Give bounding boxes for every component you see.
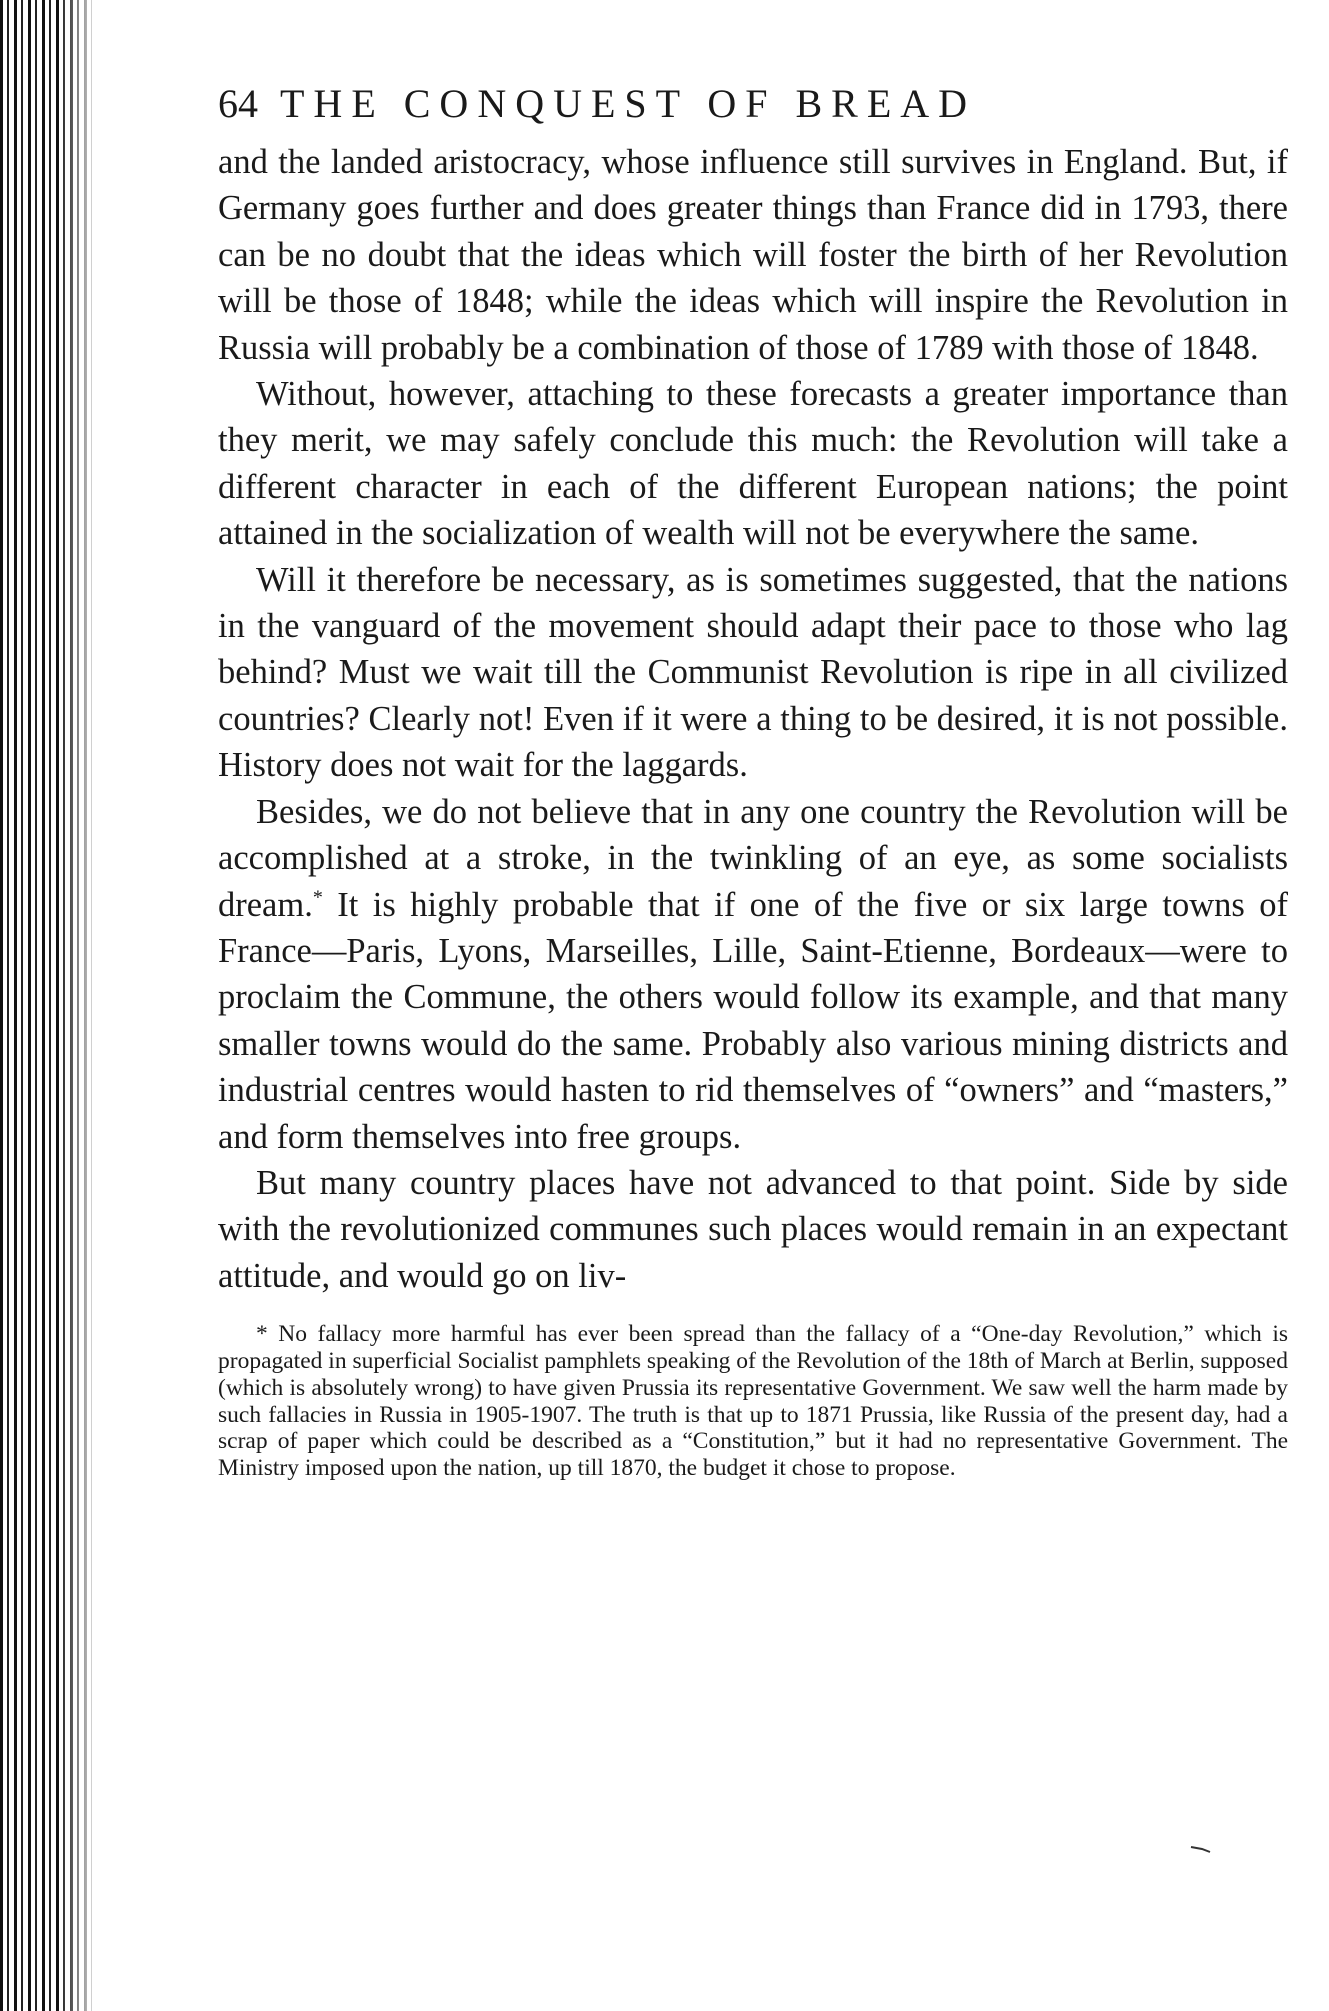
paragraph: Will it therefore be necessary, as is sometimes suggested, that the nations in the vanguard of the movement should adapt their pace to those who lag behind? Must we wait till the Communist Revolution is ripe in all civilized countries? Clearly not! Even if it were a thing to be desired, it is not possible. History does not wait for the laggards. <box>218 560 1288 785</box>
body-text <box>218 139 1288 1299</box>
catchword-mark-icon <box>1190 1845 1212 1853</box>
paragraph-text: It is highly probable that if one of the five or six large towns of France—Paris, Lyons, Marseilles, Lille, Saint-Etienne, Bordeaux—were to proclaim the Commune, the others would follow its example, and that many smaller towns would do the same. Probably also various mining districts and industrial centres would hasten to rid themselves of “owners” and “masters,” and form themselves into free groups. <box>218 885 1288 1156</box>
paragraph: But many country places have not advanced to that point. Side by side with the revolutionized communes such places would remain in an expectant attitude, and would go on liv- <box>218 1163 1288 1295</box>
paragraph <box>218 789 1288 1160</box>
footnote: * No fallacy more harmful has ever been spread than the fallacy of a “One-day Revolution,” which is propagated in superficial Socialist pamphlets speaking of the Revolution of the 18th of March at Berlin, supposed (which is absolutely wrong) to have given Prussia its representative Government. We saw well the harm made by such fallacies in Russia in 1905-1907. The truth is that up to 1871 Prussia, like Russia of the present day, had a scrap of paper which could be described as a “Constitution,” but it had no representative Government. The Ministry imposed upon the nation, up till 1870, the budget it chose to propose. <box>218 1321 1288 1482</box>
footnote-marker: * <box>312 886 323 908</box>
running-title: THE CONQUEST OF BREAD <box>280 81 977 126</box>
spine-shadow <box>60 0 100 2011</box>
paragraph: and the landed aristocracy, whose influence still survives in England. But, if Germany goes further and does greater things than France did in 1793, there can be no doubt that the ideas which will foster the birth of her Revolution will be those of 1848; while the ideas which will inspire the Revolution in Russia will probably be a combination of those of 1789 with those of 1848. <box>218 143 1288 367</box>
paragraph: Without, however, attaching to these forecasts a greater importance than they merit, we may safely conclude this much: the Revolution will take a different character in each of the different European nations; the point attained in the socialization of wealth will not be everywhere the same. <box>218 375 1288 553</box>
page-number: 64 <box>218 81 258 126</box>
running-header <box>218 80 1288 127</box>
book-page <box>218 80 1288 1482</box>
paragraph-text: Besides, we do not believe that in any one country the Revolution will be accomplished at a stroke, in the twinkling of an eye, as some socialists dream. <box>218 792 1288 924</box>
